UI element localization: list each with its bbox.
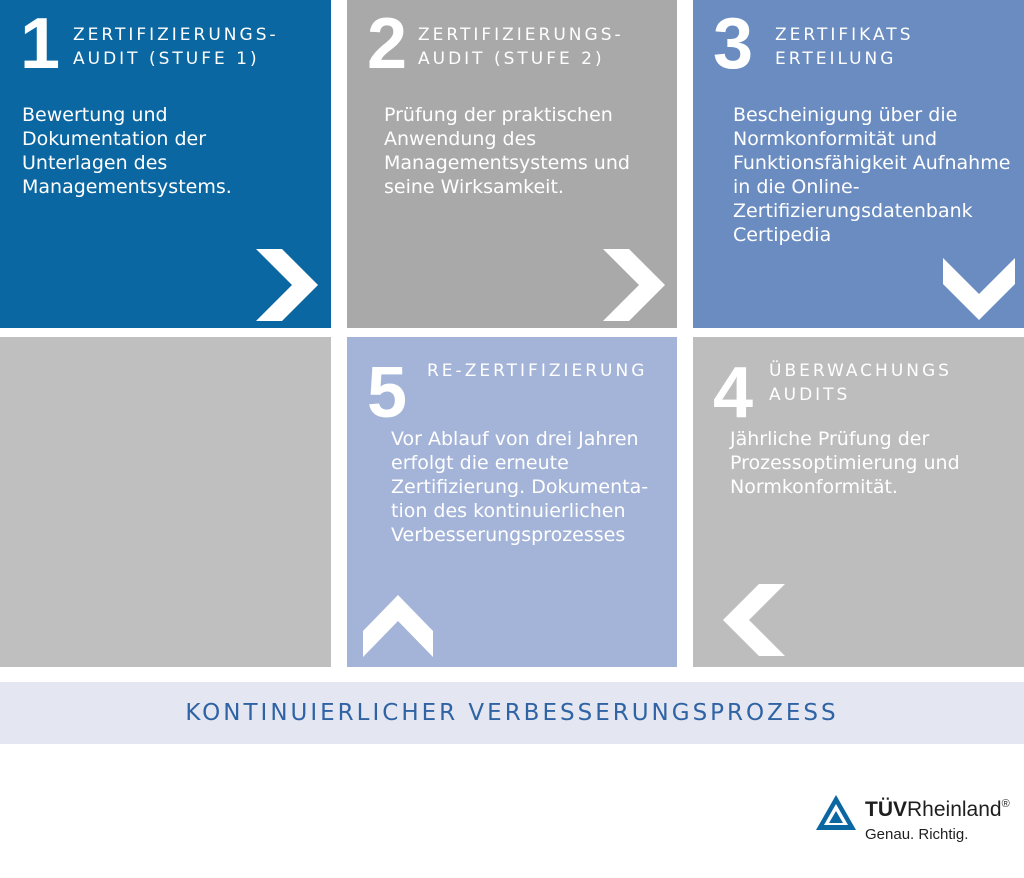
chevron-right-icon: [256, 249, 320, 321]
chevron-left-icon: [721, 584, 785, 656]
chevron-down-icon: [943, 258, 1015, 320]
step-number: 2: [367, 4, 408, 84]
step-number: 5: [367, 353, 408, 433]
step-description: Prüfung der praktischen Anwendung des Managementsystems und seine Wirksamkeit.: [384, 104, 630, 198]
step-heading: ÜBERWACHUNGS AUDITS: [769, 361, 952, 405]
empty-tile: [0, 337, 331, 667]
brand-bold: TÜV: [865, 798, 907, 821]
step-5-tile: [347, 337, 677, 667]
chevron-up-icon: [363, 595, 433, 657]
step-number: 3: [713, 4, 754, 84]
tuv-triangle-icon: [815, 794, 857, 832]
process-banner: [0, 682, 1024, 744]
chevron-right-icon: [603, 249, 667, 321]
brand-rest: Rheinland: [907, 798, 1002, 821]
step-3-tile: [693, 0, 1024, 328]
step-description: Jährliche Prüfung der Prozessoptimierung und Normkonformität.: [730, 428, 960, 498]
tuv-rheinland-logo: [815, 794, 1015, 854]
registered-mark: ®: [1001, 798, 1010, 810]
brand-slogan: Genau. Richtig.: [865, 826, 969, 843]
step-heading: ZERTIFIZIERUNGS- AUDIT (STUFE 1): [73, 25, 279, 69]
brand-name: [865, 798, 1010, 822]
step-heading: ZERTIFIKATS ERTEILUNG: [775, 25, 914, 69]
step-number: 4: [713, 353, 754, 433]
step-4-tile: [693, 337, 1024, 667]
step-description: Bescheinigung über die Normkonformität und Funktionsfähigkeit Aufnahme in die Online- Zertifizierungsdatenbank Certipedia: [733, 104, 1011, 246]
step-description: Vor Ablauf von drei Jahren erfolgt die erneute Zertifizierung. Dokumenta- tion des kontinuierlichen Verbesserungsprozesses: [391, 428, 649, 546]
step-heading: RE-ZERTIFIZIERUNG: [427, 361, 648, 381]
step-description: Bewertung und Dokumentation der Unterlagen des Managementsystems.: [22, 104, 232, 198]
step-number: 1: [20, 4, 61, 84]
banner-text: KONTINUIERLICHER VERBESSERUNGSPROZESS: [185, 700, 839, 726]
step-2-tile: [347, 0, 677, 328]
step-heading: ZERTIFIZIERUNGS- AUDIT (STUFE 2): [418, 25, 624, 69]
step-1-tile: [0, 0, 331, 328]
